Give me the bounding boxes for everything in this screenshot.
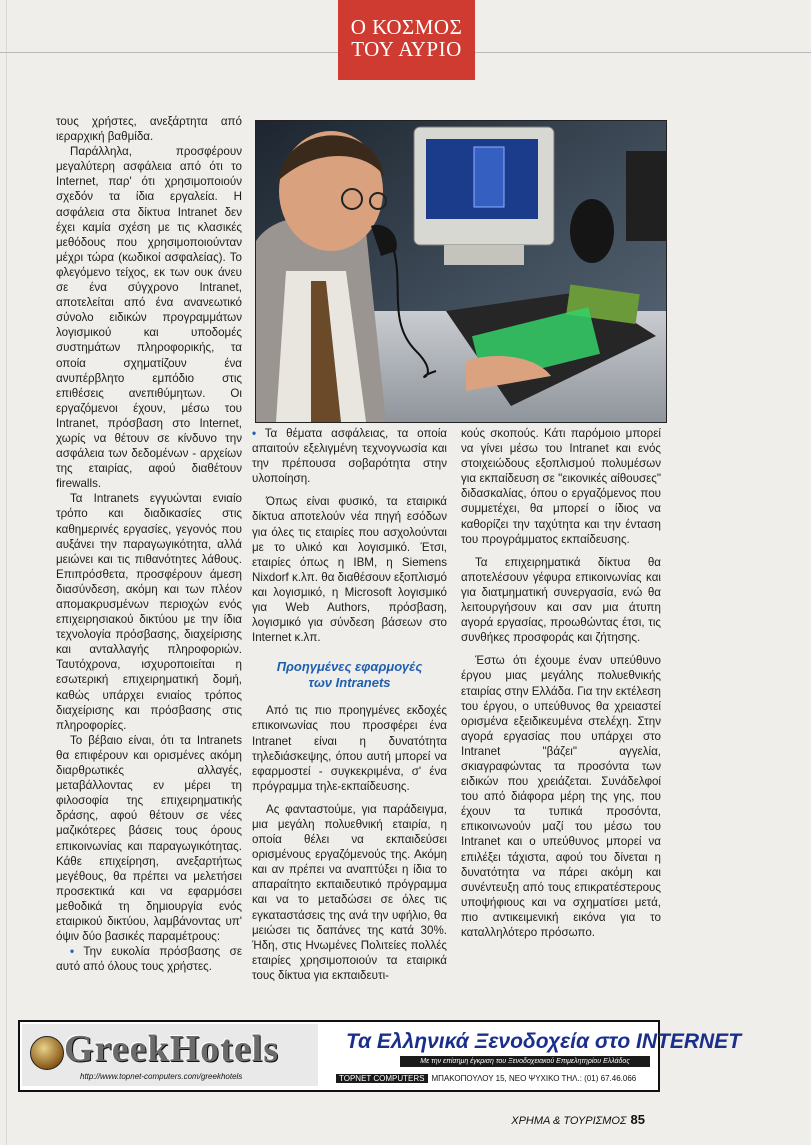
ad-address: ΜΠΑΚΟΠΟΥΛΟΥ 15, ΝΕΟ ΨΥΧΙΚΟ ΤΗΛ.: (01) 67.46.066 xyxy=(431,1074,637,1083)
ad-contact xyxy=(336,1074,636,1083)
ad-logo-text: GreekHotels xyxy=(64,1028,280,1070)
paragraph: Παράλληλα, προσφέρουν μεγαλύτερη ασφάλεια από ότι το Internet, παρ' ότι χρησιμοποιούν σχεδόν τα ίδια εργαλεία. Η ασφάλεια στα δίκτυα Intranet δεν έχει καμία σχέση με τις κλασικές μεθόδους που χρησιμοποιούνταν μέχρι τώρα (κωδικοί ασφαλείας). Το φλεγόμενο τείχος, εκ των ουκ άνευ σε ένα σύγχρονο Intranet, αποτελείται από ένα ανανεωτικό σύνολο ειδικών προγραμμάτων λογισμικού και υποδομές συστημάτων πληροφορικής, τα οποία σχηματίζουν ένα ανυπέρβλητο εμπόδιο στις επιθέσεις ανεπιθύμητων. Οι εργαζόμενοι έχουν, μέσω του Intranet, πρόσβαση στο Internet, χωρίς να θέτουν σε κίνδυνο την ασφάλεια των δεδομένων - αρχείων της εταιρίας, αφού διαθέτουν firewalls. xyxy=(56,145,242,491)
bullet-item xyxy=(252,426,447,486)
subheading xyxy=(252,659,447,691)
paragraph: Τα επιχειρηματικά δίκτυα θα αποτελέσουν γέφυρα επικοινωνίας και για διατμηματική συνεργασία, ενώ θα λειτουργήσουν και σαν μια άτυπη αγορά εργασίας, προωθώντας έτσι, τις συνθήκες προσφοράς και ζήτησης. xyxy=(461,555,661,645)
paragraph: Όπως είναι φυσικό, τα εταιρικά δίκτυα αποτελούν νέα πηγή εσόδων για όλες τις εταιρίες που ασχολούνται με το υλικό και λογισμικό. Έτσι, εταιρίες όπως η IBM, η Siemens Nixdorf κ.λπ. θα διαθέσουν εξοπλισμό και λογισμικό, η Microsoft λογισμικό για Web Authors, πρόσβαση, λογισμικό για σύνδεση βάσεων στο Internet κ.λπ. xyxy=(252,495,447,645)
ad-endorsement: Με την επίσημη έγκριση του Ξενοδοχειακού Επιμελητηρίου Ελλάδος xyxy=(400,1056,650,1067)
subheading-line2: των Intranets xyxy=(308,675,391,691)
photo-man-at-computer-phone xyxy=(256,121,666,422)
greekhotels-ad[interactable] xyxy=(18,1020,742,1092)
article-photo xyxy=(255,120,667,423)
page-number: 85 xyxy=(630,1112,645,1127)
ad-headline: Τα Ελληνικά Ξενοδοχεία στο INTERNET xyxy=(346,1030,742,1053)
paragraph: Ας φανταστούμε, για παράδειγμα, μια μεγάλη πολυεθνική εταιρία, η οποία θέλει να εκπαιδεύσει ορισμένους εργαζόμενούς της. Ακόμη και αν πρέπει να αναπτύξει η ίδια το απαραίτητο εκπαιδευτικό πρόγραμμα και να το μεταδώσει σε όλες τις εγκαταστάσεις της ανά την υφήλιο, θα μειώσει τις δαπάνες της κατά 30%. Ήδη, στις Ηνωμένες Πολιτείες πολλές εταιρίες χρησιμοποιούν τα εταιρικά τους δίκτυα για εκπαιδευτι- xyxy=(252,802,447,982)
column-3 xyxy=(461,426,661,940)
subheading-line1: Προηγμένες εφαρμογές xyxy=(276,659,423,675)
section-tab xyxy=(338,0,475,80)
paragraph: Έστω ότι έχουμε έναν υπεύθυνο έργου μιας μεγάλης πολυεθνικής εταιρίας στην Ελλάδα. Για την εκτέλεση του έργου, ο υπεύθυνος θα χρειαστεί ορισμένα εξειδικευμένα στελέχη. Στην αγορά εργασίας που υπάρχει στο Intranet "βάζει" αγγελία, σκιαγραφώντας τα προσόντα των ειδικών που χρειάζεται. Συνάδελφοί του από διάφορα μέρη της γης, που έχουν τα τυπικά προσόντα, επικοινωνούν μαζί του μέσω του Intranet και ο υπεύθυνος μπορεί να επιλέξει τάχιστα, αφού του δίνεται η δυνατότητα να πάρει ακόμη και συνέντευξη από τους επικρατέστερους υποψήφιους και να σχηματίσει μετά, πιο αντικειμενική εικόνα για το καταλληλότερο πρόσωπο. xyxy=(461,654,661,939)
column-1 xyxy=(56,114,242,974)
ad-url[interactable]: http://www.topnet-computers.com/greekhotels xyxy=(80,1072,243,1081)
ad-company: TOPNET COMPUTERS xyxy=(336,1074,428,1083)
paragraph: Το βέβαιο είναι, ότι τα Intranets θα επιφέρουν και ορισμένες ακόμη διαρθρωτικές αλλαγές, μεταβάλλοντας εν μέρει τη φιλοσοφία της επιχειρηματικής δράσης, αφού θέτουν σε νέες μαζικότερες βάσεις τους όρους επικοινωνίας και παραγωγικότητας. Κάθε επιχείρηση, ανεξαρτήτως μεγέθους, θα πρέπει να μελετήσει προσεκτικά και να εφαρμόσει μεθοδικά τη δημιουργία ενός εταιρικού δικτύου, λαμβάνοντας υπ' όψιν δύο βασικές παραμέτρους: xyxy=(56,733,242,944)
bullet-icon: • xyxy=(70,945,75,959)
bullet-icon: • xyxy=(252,427,257,440)
section-title-line1: Ο ΚΟΣΜΟΣ xyxy=(350,15,463,39)
column-2 xyxy=(252,426,447,983)
paragraph: Από τις πιο προηγμένες εκδοχές επικοινωνίας που προσφέρει ένα Intranet είναι η δυνατότητα τηλεδιάσκεψης, όπου αυτή μπορεί να εφαρμοστεί - συγκεκριμένα, σ' ένα πρόγραμμα τηλε-εκπαίδευσης. xyxy=(252,704,447,793)
globe-icon xyxy=(30,1036,64,1070)
magazine-name: ΧΡΗΜΑ & ΤΟΥΡΙΣΜΟΣ xyxy=(511,1115,627,1127)
page-edge-line xyxy=(6,0,7,1145)
bullet-item xyxy=(56,944,242,974)
page-footer xyxy=(511,1112,645,1127)
paragraph: κούς σκοπούς. Κάτι παρόμοιο μπορεί να γίνει μέσω του Intranet και ενός στοιχειώδους εξοπλισμού πολυμέσων για εκπαίδευση σε "εικονικές αίθουσες" διδασκαλίας, όπου ο εργαζόμενος που συμμετέχει, θα μπορεί ο ίδιος να καθορίζει την ταχύτητα και την ένταση του προγράμματος εκπαίδευσης. xyxy=(461,427,661,546)
bullet-text: Τα θέματα ασφάλειας, τα οποία απαιτούν εξελιγμένη τεχνογνωσία και την πρέπουσα σοβαρότητα στην υλοποίηση. xyxy=(252,427,448,486)
bullet-text: Την ευκολία πρόσβασης σε αυτό από όλους τους χρήστες. xyxy=(56,945,242,974)
paragraph: Τα Intranets εγγυώνται ενιαίο τρόπο και διαδικασίες στις καθημερινές εργασίες, γεγονός που αυξάνει την παραγωγικότητα, αλλά μειώνει και τις πιθανότητες λάθους. Επιπρόσθετα, προσφέρουν άμεση διασύνδεση, ακόμη και των πλέον απομακρυσμένων περιοχών ενός επιχειρησιακού δικτύου με την ίδια τεχνολογία πρόσβασης, διαχείρισης και ανταλλαγής πληροφοριών. Ταυτόχρονα, ισχυροποιείται η εσωτερική επιχειρηματική δομή, καθώς υπάρχει ενιαίος τρόπος διαχείρισης και πρόσβασης στις πληροφορίες. xyxy=(56,492,242,732)
paragraph: τους χρήστες, ανεξάρτητα από ιεραρχική βαθμίδα. xyxy=(56,115,242,144)
section-title-line2: ΤΟΥ ΑΥΡΙΟ xyxy=(351,37,462,61)
